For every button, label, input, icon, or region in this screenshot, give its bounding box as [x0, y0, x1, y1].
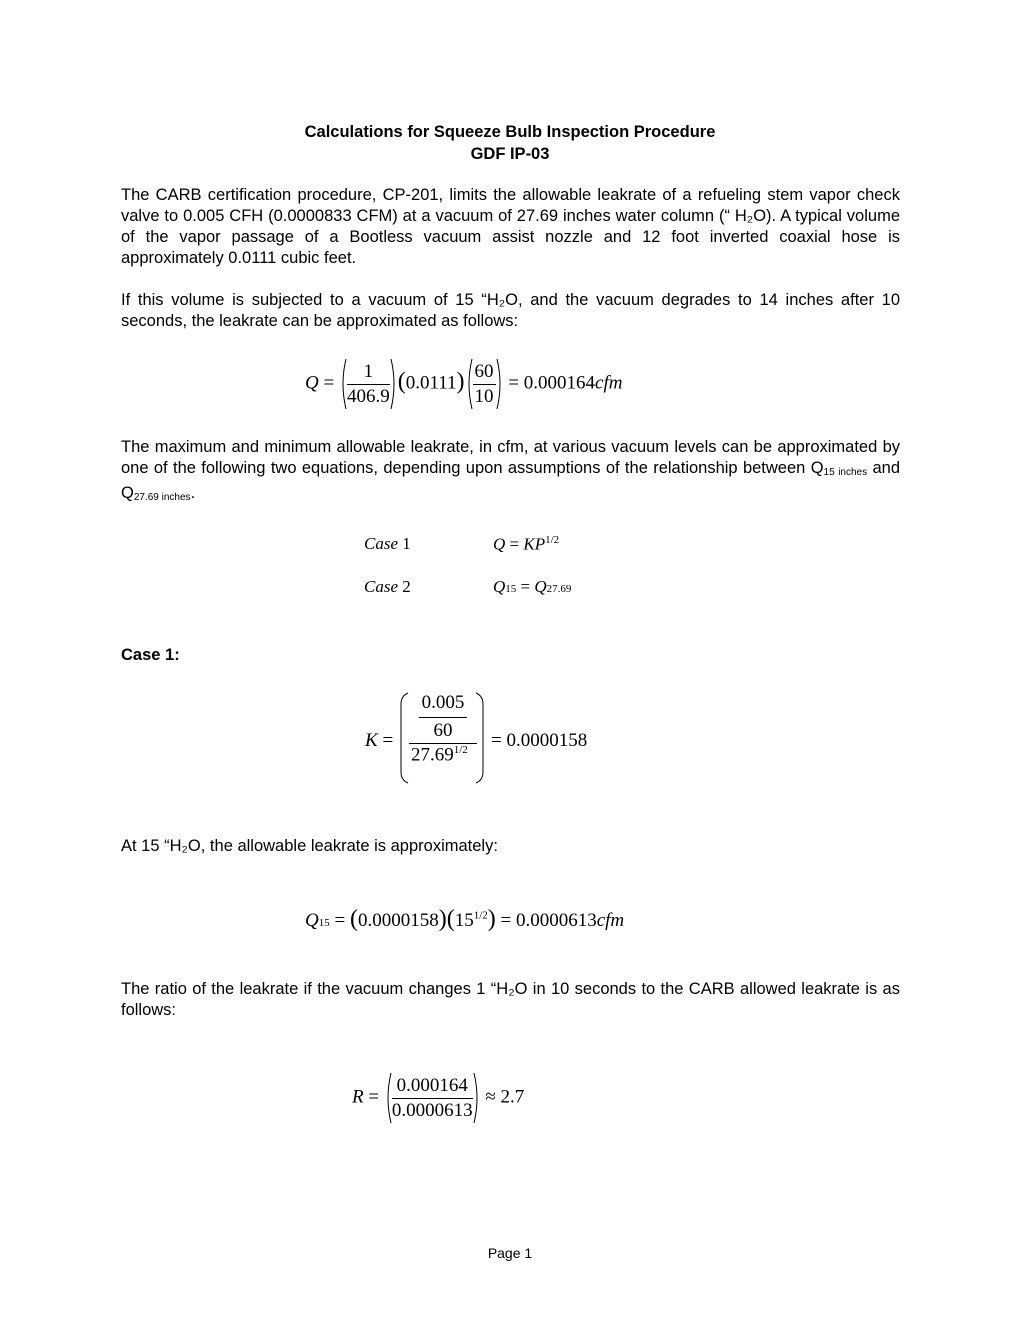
- fraction-one-over: $\frac{1}{406.9}$: [346, 360, 390, 407]
- equation-r: R = $\frac{0.000164}{0.0000613}$ ≈ 2.7: [352, 1072, 524, 1124]
- fraction-sixty-over-ten: $\frac{60}{10}$: [474, 360, 494, 407]
- document-page: Calculations for Squeeze Bulb Inspection Procedure GDF IP-03 The CARB certification procedure, CP-201, limits the allowable leakrate of a refueling stem vapor check valve to 0.005 CFH (0.0000833 CFM) at a vacuum of 27.69 inches water column (“ H₂O). A typical volume of the vapor passage of a Bootless vacuum assist nozzle and 12 foot inverted coaxial hose is approximately 0.0111 cubic feet. If this volume is subjected to a vacuum of 15 “H₂O, and the vacuum degrades to 14 inches after 10 seconds, the leakrate can be approximated as follows: Q = $\frac{1}{406.9}$ (0.0111) $\frac{60}{10}$ = 0.000164cfm The maximum and minimum allowable leakrate, in cfm, at various vacuum levels can be approximated by one of the following two equations, depending upon assumptions of the relationship between $Q_{15 inches}$ and $Q_{27.69 inches}$. Case 1 $Q = KP^{1/2}$ Case 2 Q15 = Q27.69 Case 1: K = 0.005 60 $27.69^{1/2}$ = 0.0000158 At 15 “H₂O, the allowable leakrate is approximately: $Q15 = (0.0000158)(15^{1/2}) = 0.0000613cfm$ The ratio of the leakrate if the vacuum changes 1 “H₂O in 10 seconds to the CARB allowed leakrate is as follows: R = $\frac{0.000164}{0.0000613}$ ≈ 2.7 Page 1: [0, 0, 1020, 1320]
- equation-q15: $Q15 = (0.0000158)(15^{1/2}) = 0.0000613cfm$: [305, 906, 625, 932]
- case1-equation: $Q = KP^{1/2}$: [493, 534, 560, 554]
- document-title: Calculations for Squeeze Bulb Inspection Procedure: [304, 123, 716, 141]
- left-paren-icon: [384, 1072, 392, 1124]
- left-paren-icon: [465, 358, 473, 410]
- right-paren-icon: [390, 358, 398, 410]
- left-bracket-icon: [399, 692, 409, 784]
- left-paren-icon: [339, 358, 347, 410]
- right-paren-icon: [496, 358, 504, 410]
- right-bracket-icon: [475, 692, 485, 784]
- fraction-ratio: $\frac{0.000164}{0.0000613}$: [391, 1074, 473, 1121]
- paragraph-allowable: At 15 “H₂O, the allowable leakrate is approximately:: [121, 837, 498, 855]
- case2-equation: Q15 = Q27.69: [493, 577, 572, 596]
- paragraph-ratio: The ratio of the leakrate if the vacuum changes 1 “H₂O in 10 seconds to the CARB allowed leakrate is as follows:: [121, 980, 900, 1019]
- paragraph-intro: The CARB certification procedure, CP-201, limits the allowable leakrate of a refueling stem vapor check valve to 0.005 CFH (0.0000833 CFM) at a vacuum of 27.69 inches water column (“ H₂O). A typical volume of the vapor passage of a Bootless vacuum assist nozzle and 12 foot inverted coaxial hose is approximately 0.0111 cubic feet.: [121, 186, 900, 267]
- document-subtitle: GDF IP-03: [470, 145, 550, 163]
- case1-label: Case 1: [364, 534, 411, 553]
- case2-label: Case 2: [364, 577, 411, 596]
- equation-leakrate: Q = $\frac{1}{406.9}$ (0.0111) $\frac{60}{10}$ = 0.000164cfm: [305, 358, 622, 410]
- case1-heading: Case 1:: [121, 646, 180, 664]
- page-number: Page 1: [487, 1245, 533, 1261]
- paragraph-volume: If this volume is subjected to a vacuum of 15 “H₂O, and the vacuum degrades to 14 inches after 10 seconds, the leakrate can be approximated as follows:: [121, 291, 900, 330]
- right-paren-icon: [473, 1072, 481, 1124]
- paragraph-equations-intro: The maximum and minimum allowable leakrate, in cfm, at various vacuum levels can be approximated by one of the following two equations, depending upon assumptions of the relationship between $Q_{15 inches}$ and $Q_{27.69 inches}$.: [121, 438, 900, 503]
